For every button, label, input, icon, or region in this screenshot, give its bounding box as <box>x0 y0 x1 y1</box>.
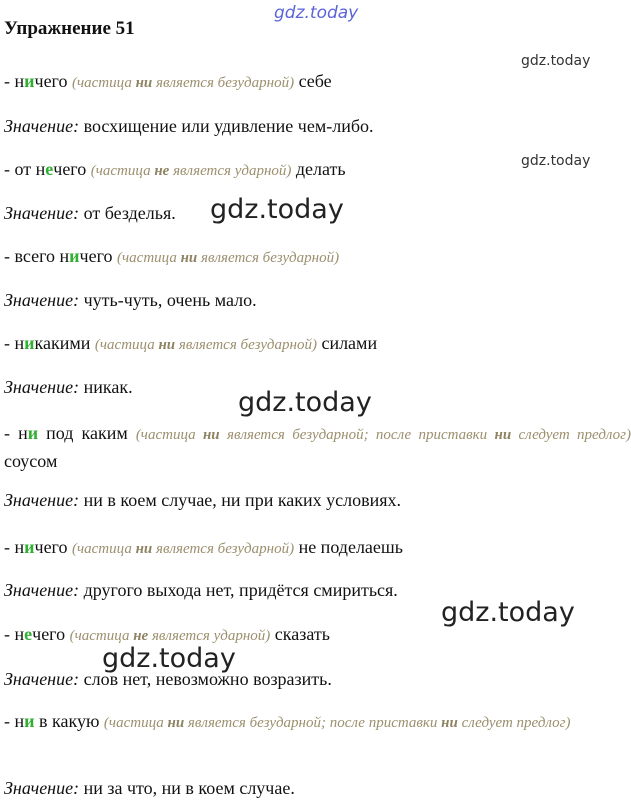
meaning-label: Значение: <box>4 580 80 600</box>
phrase-start: - н <box>4 333 25 353</box>
highlighted-letter: е <box>24 624 33 644</box>
watermark-big-4: gdz.today <box>102 643 236 674</box>
phrase-line <box>4 333 377 354</box>
highlighted-letter: и <box>27 423 39 443</box>
meaning-label: Значение: <box>4 778 80 798</box>
rule-note: (частица ни является безударной) <box>72 75 295 91</box>
watermark-small-2: gdz.today <box>521 153 591 169</box>
phrase-start: - н <box>4 537 25 557</box>
phrase-paragraph <box>4 420 631 474</box>
phrase-end: чего <box>79 246 113 266</box>
meaning-line <box>4 669 332 690</box>
rule-note: (частица ни является безударной) <box>94 337 317 353</box>
meaning-label: Значение: <box>4 490 80 510</box>
highlighted-letter: и <box>24 537 35 557</box>
phrase-start: - н <box>4 711 25 731</box>
highlighted-letter: и <box>24 711 35 731</box>
watermark-top: gdz.today <box>274 3 359 23</box>
rule-note: (частица ни является безударной) <box>72 541 295 557</box>
phrase-tail: делать <box>295 159 346 179</box>
phrase-paragraph <box>4 708 631 736</box>
phrase-line <box>4 71 332 92</box>
watermark-big-2: gdz.today <box>238 387 372 418</box>
meaning-text: чуть-чуть, очень мало. <box>83 290 257 310</box>
meaning-text: другого выхода нет, придётся смириться. <box>83 580 398 600</box>
meaning-text: восхищение или удивление чем-либо. <box>83 116 374 136</box>
phrase-end: чего <box>53 159 87 179</box>
phrase-line <box>4 246 339 267</box>
watermark-small-1: gdz.today <box>521 53 591 69</box>
phrase-start: - н <box>4 71 25 91</box>
phrase-tail: силами <box>321 333 378 353</box>
meaning-line <box>4 203 176 224</box>
meaning-line <box>4 580 398 601</box>
rule-note: (частица ни является безударной; после приставки ни следует предлог) <box>103 715 571 731</box>
phrase-tail: себе <box>298 71 332 91</box>
exercise-title: Упражнение 51 <box>4 18 135 39</box>
phrase-start: - от н <box>4 159 46 179</box>
highlighted-letter: и <box>24 71 35 91</box>
meaning-text: никак. <box>83 377 133 397</box>
phrase-tail: соусом <box>4 451 58 471</box>
rule-note: (частица ни является безударной; после приставки ни следует предлог) <box>135 427 631 443</box>
meaning-line <box>4 116 374 137</box>
meaning-label: Значение: <box>4 669 80 689</box>
phrase-end: под каким <box>38 423 128 443</box>
phrase-start: - н <box>4 423 28 443</box>
phrase-start: - н <box>4 624 25 644</box>
phrase-end: чего <box>32 624 66 644</box>
phrase-end: чего <box>34 537 68 557</box>
meaning-line <box>4 377 133 398</box>
rule-note: (частица не является ударной) <box>69 628 271 644</box>
meaning-label: Значение: <box>4 290 80 310</box>
phrase-end: в какую <box>34 711 100 731</box>
phrase-line <box>4 159 346 180</box>
meaning-line <box>4 490 401 511</box>
meaning-line <box>4 290 257 311</box>
phrase-line <box>4 624 330 645</box>
meaning-label: Значение: <box>4 116 80 136</box>
highlighted-letter: и <box>24 333 35 353</box>
highlighted-letter: е <box>45 159 54 179</box>
phrase-tail: сказать <box>274 624 330 644</box>
highlighted-letter: и <box>69 246 80 266</box>
phrase-tail: не поделаешь <box>298 537 403 557</box>
meaning-text: ни за что, ни в коем случае. <box>83 778 295 798</box>
meaning-text: ни в коем случае, ни при каких условиях. <box>83 490 402 510</box>
watermark-big-3: gdz.today <box>441 597 575 628</box>
rule-note: (частица не является ударной) <box>90 163 292 179</box>
rule-note: (частица ни является безударной) <box>117 250 340 266</box>
meaning-text: слов нет, невозможно возразить. <box>83 669 332 689</box>
phrase-end: какими <box>34 333 91 353</box>
watermark-big-1: gdz.today <box>210 194 344 225</box>
meaning-text: от безделья. <box>83 203 176 223</box>
phrase-end: чего <box>34 71 68 91</box>
meaning-line <box>4 778 295 799</box>
meaning-label: Значение: <box>4 377 80 397</box>
meaning-label: Значение: <box>4 203 80 223</box>
phrase-line <box>4 537 403 558</box>
phrase-start: - всего н <box>4 246 70 266</box>
